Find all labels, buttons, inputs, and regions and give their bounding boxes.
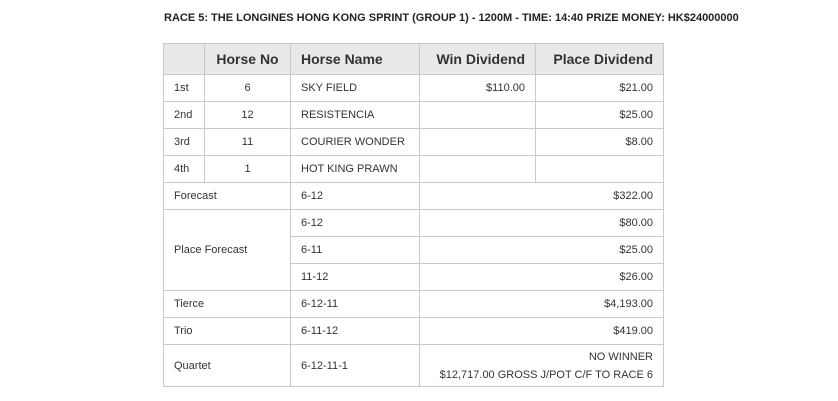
pool-combination: 6-12 [291,210,420,237]
win-dividend: $110.00 [420,75,536,102]
pool-dividend: $26.00 [420,264,664,291]
pool-combination: 11-12 [291,264,420,291]
placing-row [164,75,664,102]
header-win-dividend: Win Dividend [420,44,536,75]
pool-label: Tierce [164,291,291,318]
horse-name: COURIER WONDER [291,129,420,156]
win-dividend [420,156,536,183]
placing-row [164,129,664,156]
pool-label: Forecast [164,183,291,210]
pool-row-quartet [164,345,664,387]
place-dividend: $25.00 [536,102,664,129]
header-horse-name: Horse Name [291,44,420,75]
pool-dividend: $25.00 [420,237,664,264]
win-dividend [420,102,536,129]
placing-row [164,102,664,129]
placing-row [164,156,664,183]
pool-dividend: $322.00 [420,183,664,210]
quartet-no-winner: NO WINNER [588,350,653,363]
pool-combination: 6-11 [291,237,420,264]
pool-label: Place Forecast [164,210,291,291]
pool-row-tierce [164,291,664,318]
horse-number: 1 [205,156,291,183]
horse-number: 12 [205,102,291,129]
pool-combination: 6-12 [291,183,420,210]
pool-dividend: $4,193.00 [420,291,664,318]
pool-dividend: $419.00 [420,318,664,345]
placing-position: 4th [164,156,205,183]
horse-number: 6 [205,75,291,102]
pool-label: Quartet [164,345,291,387]
header-placing [164,44,205,75]
pool-row-trio [164,318,664,345]
placing-position: 2nd [164,102,205,129]
pool-dividend [420,345,664,387]
place-dividend: $8.00 [536,129,664,156]
place-dividend [536,156,664,183]
place-dividend: $21.00 [536,75,664,102]
dividend-table [163,43,664,387]
pool-row-forecast [164,183,664,210]
pool-row-place-forecast [164,210,664,237]
pool-combination: 6-11-12 [291,318,420,345]
pool-combination: 6-12-11-1 [291,345,420,387]
horse-number: 11 [205,129,291,156]
quartet-jackpot-carryover: $12,717.00 GROSS J/POT C/F TO RACE 6 [439,368,653,381]
horse-name: HOT KING PRAWN [291,156,420,183]
placing-position: 3rd [164,129,205,156]
pool-combination: 6-12-11 [291,291,420,318]
pool-dividend: $80.00 [420,210,664,237]
header-horse-no: Horse No [205,44,291,75]
win-dividend [420,129,536,156]
horse-name: RESISTENCIA [291,102,420,129]
horse-name: SKY FIELD [291,75,420,102]
pool-label: Trio [164,318,291,345]
table-header-row [164,44,664,75]
placing-position: 1st [164,75,205,102]
race-title: RACE 5: THE LONGINES HONG KONG SPRINT (GROUP 1) - 1200M - TIME: 14:40 PRIZE MONEY: HK$24000000 [164,12,739,24]
header-place-dividend: Place Dividend [536,44,664,75]
